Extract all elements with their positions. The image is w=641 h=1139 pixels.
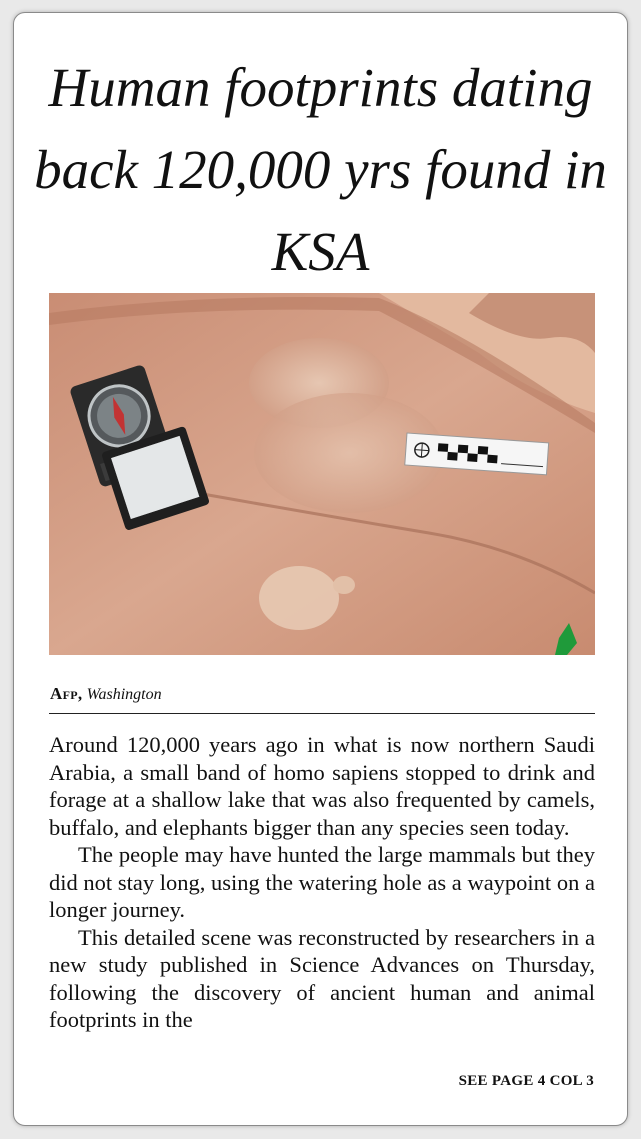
article-byline [50, 684, 162, 704]
byline-divider [49, 713, 595, 714]
byline-dateline: Washington [86, 686, 162, 703]
byline-agency: Afp, [50, 684, 83, 703]
article-body [49, 731, 595, 1034]
footprint-photo-illustration [49, 293, 595, 655]
article-paragraph-2: The people may have hunted the large mammals but they did not stay long, using the watering hole as a waypoint on a longer journey. [49, 842, 595, 922]
article-photo [49, 293, 595, 655]
article-paragraph-1: Around 120,000 years ago in what is now northern Saudi Arabia, a small band of homo sapiens stopped to drink and forage at a shallow lake that was also frequented by camels, buffalo, and elephants bigger than any species seen today. [49, 732, 595, 840]
continuation-link[interactable]: SEE PAGE 4 COL 3 [458, 1073, 594, 1089]
article-headline: Human footprints dating back 120,000 yrs found in KSA [34, 57, 607, 282]
article-card [13, 12, 628, 1126]
article-paragraph-3: This detailed scene was reconstructed by researchers in a new study published in Science Advances on Thursday, following the discovery of ancient human and animal footprints in the [49, 924, 595, 1032]
